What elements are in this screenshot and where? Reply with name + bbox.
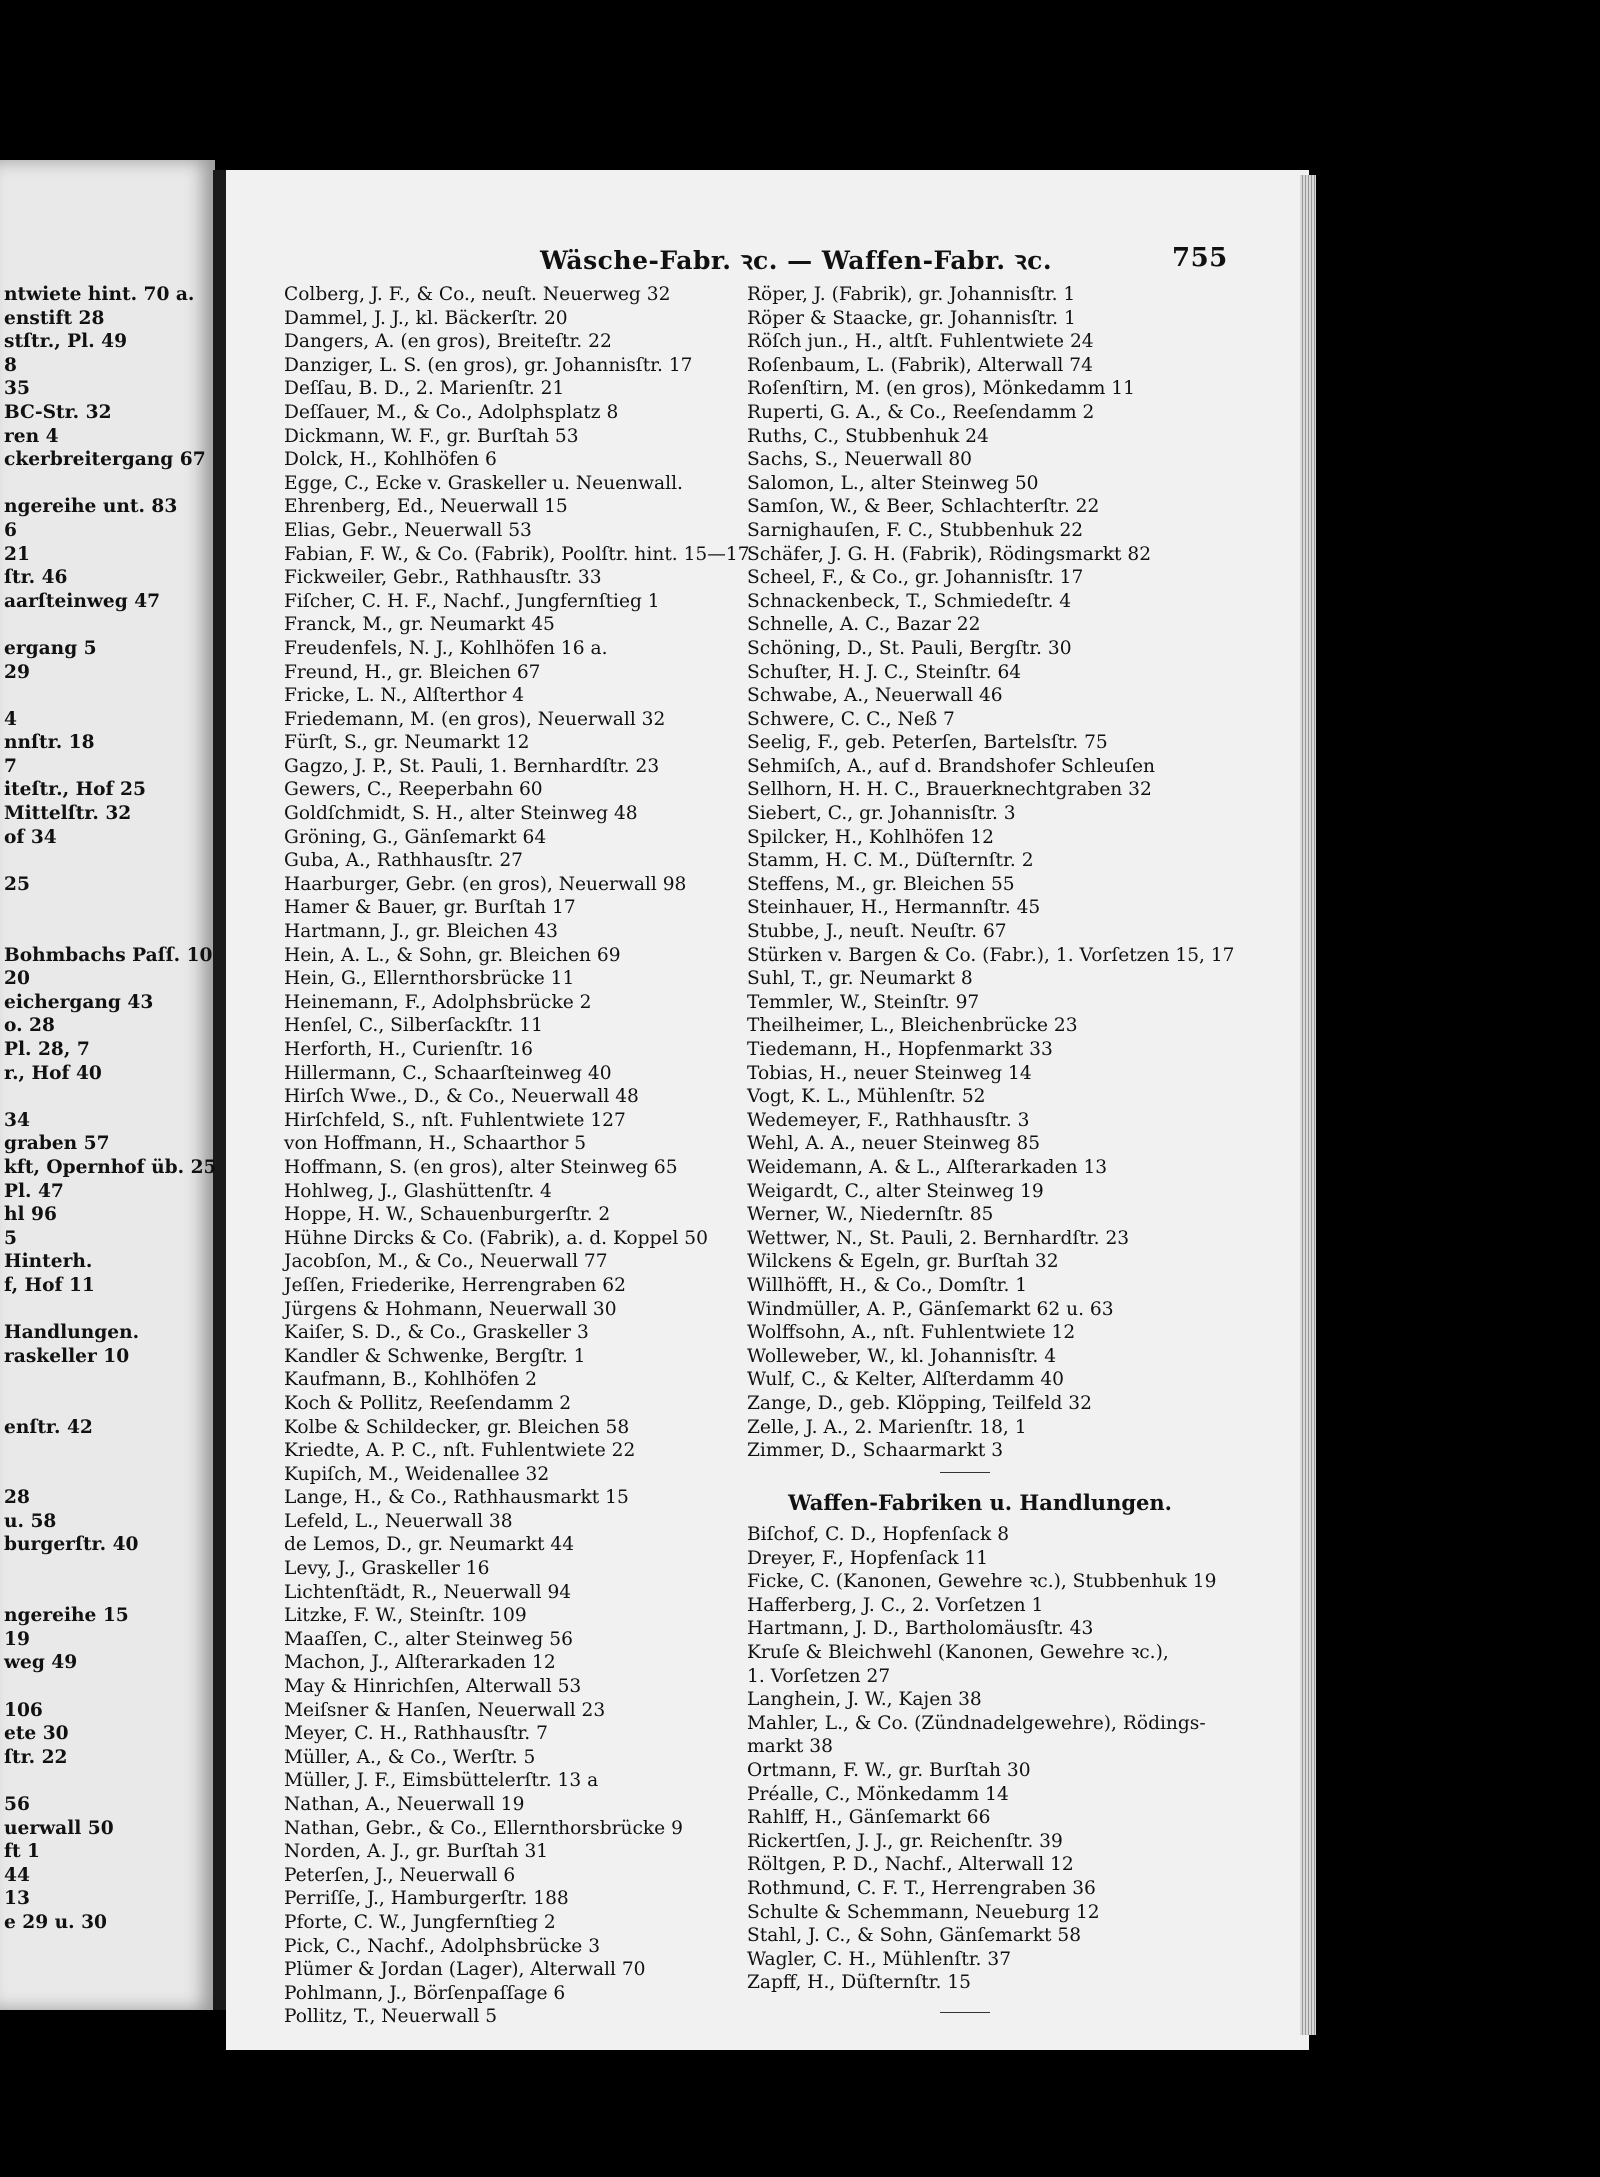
directory-entry: Colberg, J. F., & Co., neuſt. Neuerweg 32 — [284, 284, 671, 305]
directory-entry: Hartmann, J. D., Bartholomäusſtr. 43 — [747, 1618, 1094, 1640]
directory-entry: Stahl, J. C., & Sohn, Gänſemarkt 58 — [747, 1925, 1082, 1947]
left-page-line: e 29 u. 30 — [4, 1911, 107, 1933]
left-page-line: 8 — [4, 354, 17, 376]
directory-entry: Lichtenſtädt, R., Neuerwall 94 — [284, 1581, 572, 1603]
directory-entry: Roſenbaum, L. (Fabrik), Alterwall 74 — [747, 354, 1093, 376]
left-page-line: raskeller 10 — [4, 1345, 130, 1367]
directory-entry: Theilheimer, L., Bleichenbrücke 23 — [747, 1015, 1078, 1037]
directory-entry: Kupiſch, M., Weidenallee 32 — [284, 1463, 550, 1485]
directory-entry: May & Hinrichſen, Alterwall 53 — [284, 1676, 582, 1698]
directory-entry: Pforte, C. W., Jungfernſtieg 2 — [284, 1911, 556, 1933]
left-page-line: 6 — [4, 519, 17, 541]
directory-entry: Tiedemann, H., Hopfenmarkt 33 — [747, 1039, 1053, 1060]
directory-entry: Wagler, C. H., Mühlenſtr. 37 — [747, 1948, 1012, 1970]
directory-entry: Sarnighauſen, F. C., Stubbenhuk 22 — [747, 519, 1084, 541]
directory-entry: Schulte & Schemmann, Neueburg 12 — [747, 1901, 1100, 1923]
left-page-line: u. 58 — [4, 1510, 57, 1532]
directory-entry: de Lemos, D., gr. Neumarkt 44 — [284, 1534, 575, 1556]
directory-entry: Scheel, F., & Co., gr. Johannisſtr. 17 — [747, 567, 1084, 589]
directory-entry: Fickweiler, Gebr., Rathhausſtr. 33 — [284, 567, 602, 589]
directory-entry: Ruths, C., Stubbenhuk 24 — [747, 425, 989, 447]
directory-entry: Fricke, L. N., Alſterthor 4 — [284, 685, 525, 707]
directory-entry: Freudenfels, N. J., Kohlhöfen 16 a. — [284, 637, 608, 659]
left-page-line — [4, 1392, 217, 1416]
directory-entry: Roſenſtirn, M. (en gros), Mönkedamm 11 — [747, 378, 1135, 400]
directory-entry: Kaufmann, B., Kohlhöfen 2 — [284, 1369, 537, 1391]
directory-entry: markt 38 — [747, 1736, 833, 1758]
left-page-line: 106 — [4, 1699, 43, 1721]
directory-entry: Temmler, W., Steinſtr. 97 — [747, 991, 980, 1013]
left-page-line: ergang 5 — [4, 637, 97, 659]
directory-entry: Stubbe, J., neuſt. Neuſtr. 67 — [747, 921, 1007, 943]
directory-entry: Kriedte, A. P. C., nſt. Fuhlentwiete 22 — [284, 1440, 636, 1462]
left-page-line: 44 — [4, 1864, 30, 1886]
left-page-line: ngereihe unt. 83 — [4, 496, 178, 518]
directory-entry: Herforth, H., Curienſtr. 16 — [284, 1039, 533, 1060]
left-page-line: weg 49 — [4, 1652, 78, 1674]
directory-entry: Préalle, C., Mönkedamm 14 — [747, 1783, 1009, 1805]
directory-entry: Kandler & Schwenke, Bergſtr. 1 — [284, 1345, 586, 1367]
directory-entry: Dangers, A. (en gros), Breiteſtr. 22 — [284, 331, 612, 353]
directory-entry: Willhöfft, H., & Co., Domſtr. 1 — [747, 1274, 1028, 1296]
left-page-line: Pl. 28, 7 — [4, 1039, 90, 1060]
left-page-line: 35 — [4, 378, 30, 400]
directory-entry: Litzke, F. W., Steinſtr. 109 — [284, 1605, 527, 1627]
directory-entry: Dreyer, F., Hopfenſack 11 — [747, 1547, 989, 1569]
directory-entry: Rothmund, C. F. T., Herrengraben 36 — [747, 1877, 1096, 1899]
left-page-line: Hinterh. — [4, 1251, 93, 1273]
left-page-line: Pl. 47 — [4, 1180, 64, 1202]
directory-entry: Kolbe & Schildecker, gr. Bleichen 58 — [284, 1416, 630, 1438]
directory-entry: Mahler, L., & Co. (Zündnadelgewehre), Rödings- — [747, 1712, 1206, 1734]
directory-entry: Gröning, G., Gänſemarkt 64 — [284, 826, 547, 848]
directory-entry: Perriſſe, J., Hamburgerſtr. 188 — [284, 1888, 569, 1910]
directory-entry: Röltgen, P. D., Nachf., Alterwall 12 — [747, 1854, 1074, 1876]
directory-entry: Hafferberg, J. C., 2. Vorſetzen 1 — [747, 1594, 1044, 1616]
directory-entry: Pick, C., Nachf., Adolphsbrücke 3 — [284, 1935, 601, 1957]
left-page-line: aarſteinweg 47 — [4, 590, 161, 612]
left-page-line — [4, 1675, 217, 1699]
directory-entry: Zange, D., geb. Klöpping, Teilfeld 32 — [747, 1392, 1092, 1414]
directory-entry: Hoppe, H. W., Schauenburgerſtr. 2 — [284, 1204, 611, 1226]
directory-entry: Hohlweg, J., Glashüttenſtr. 4 — [284, 1180, 552, 1202]
section-heading: Waffen-Fabriken u. Handlungen. — [788, 1490, 1172, 1515]
left-page-line — [4, 1557, 217, 1581]
directory-entry: Guba, A., Rathhausſtr. 27 — [284, 850, 524, 872]
directory-entry: Fürſt, S., gr. Neumarkt 12 — [284, 732, 530, 754]
directory-entry: Wettwer, N., St. Pauli, 2. Bernhardſtr. 23 — [747, 1227, 1130, 1249]
directory-entry: Dickmann, W. F., gr. Burſtah 53 — [284, 425, 579, 447]
directory-column-2-weapons — [747, 1523, 1216, 1995]
left-page-line: ſtr. 22 — [4, 1746, 68, 1768]
directory-entry: Stamm, H. C. M., Düſternſtr. 2 — [747, 850, 1034, 872]
left-page-line: ckerbreitergang 67 — [4, 449, 206, 471]
left-page-line: 21 — [4, 543, 30, 565]
left-page-line: iteſtr., Hof 25 — [4, 779, 146, 801]
directory-entry: Norden, A. J., gr. Burſtah 31 — [284, 1841, 549, 1863]
left-page-line: 5 — [4, 1227, 17, 1249]
directory-entry: Hirſchfeld, S., nſt. Fuhlentwiete 127 — [284, 1109, 626, 1131]
directory-entry: Röſch jun., H., altſt. Fuhlentwiete 24 — [747, 331, 1094, 353]
directory-entry: 1. Vorſetzen 27 — [747, 1665, 891, 1687]
directory-entry: Ruperti, G. A., & Co., Reeſendamm 2 — [747, 401, 1095, 423]
directory-entry: Pohlmann, J., Börſenpaſſage 6 — [284, 1982, 566, 2004]
header-title: Wäsche-Fabr. ꝛc. — Waffen-Fabr. ꝛc. — [540, 246, 1053, 275]
directory-entry: Nathan, A., Neuerwall 19 — [284, 1794, 525, 1815]
directory-entry: Lefeld, L., Neuerwall 38 — [284, 1510, 513, 1532]
directory-entry: Pollitz, T., Neuerwall 5 — [284, 2006, 498, 2028]
left-page-line: enſtr. 42 — [4, 1416, 93, 1438]
directory-entry: Zimmer, D., Schaarmarkt 3 — [747, 1440, 1004, 1462]
directory-entry: Sellhorn, H. H. C., Brauerknechtgraben 32 — [747, 779, 1152, 801]
left-page-line: kft, Opernhof üb. 25 — [4, 1156, 217, 1178]
left-page-line: uerwall 50 — [4, 1817, 114, 1839]
directory-entry: Lange, H., & Co., Rathhausmarkt 15 — [284, 1487, 629, 1509]
left-page-line: Bohmbachs Paſſ. 10 — [4, 944, 213, 966]
directory-entry: Egge, C., Ecke v. Graskeller u. Neuenwall. — [284, 472, 683, 494]
directory-entry: Wedemeyer, F., Rathhausſtr. 3 — [747, 1109, 1030, 1131]
left-page-line: Mittelſtr. 32 — [4, 803, 132, 825]
left-page-line — [4, 684, 217, 708]
directory-entry: Stürken v. Bargen & Co. (Fabr.), 1. Vorſetzen 15, 17 — [747, 944, 1235, 966]
directory-entry: Ortmann, F. W., gr. Burſtah 30 — [747, 1759, 1031, 1781]
directory-entry: Nathan, Gebr., & Co., Ellernthorsbrücke 9 — [284, 1817, 683, 1839]
directory-column-1 — [284, 283, 750, 2029]
directory-entry: Maaſſen, C., alter Steinweg 56 — [284, 1628, 573, 1650]
directory-entry: Kaiſer, S. D., & Co., Graskeller 3 — [284, 1322, 589, 1344]
left-page-line: enstift 28 — [4, 307, 105, 329]
page-edges — [1300, 175, 1316, 2035]
directory-entry: Levy, J., Graskeller 16 — [284, 1558, 490, 1580]
left-page-line — [4, 1463, 217, 1487]
left-page-line — [4, 849, 217, 873]
directory-entry: Elias, Gebr., Neuerwall 53 — [284, 519, 532, 541]
left-page-line: stſtr., Pl. 49 — [4, 331, 128, 353]
directory-entry: Weidemann, A. & L., Alſterarkaden 13 — [747, 1156, 1108, 1178]
directory-entry: Ehrenberg, Ed., Neuerwall 15 — [284, 496, 568, 518]
left-page-line: nnſtr. 18 — [4, 732, 95, 754]
directory-entry: Deſſauer, M., & Co., Adolphsplatz 8 — [284, 401, 619, 423]
directory-entry: Langhein, J. W., Kajen 38 — [747, 1689, 982, 1711]
left-page-line: 20 — [4, 968, 30, 990]
directory-entry: Rickertſen, J. J., gr. Reichenſtr. 39 — [747, 1830, 1063, 1852]
directory-entry: Seelig, F., geb. Peterſen, Bartelsſtr. 75 — [747, 732, 1108, 754]
left-page-line: o. 28 — [4, 1015, 55, 1037]
left-page-line — [4, 1298, 217, 1322]
directory-entry: Werner, W., Niedernſtr. 85 — [747, 1204, 994, 1226]
left-page-line: 56 — [4, 1794, 30, 1815]
directory-entry: Schuſter, H. J. C., Steinſtr. 64 — [747, 661, 1022, 683]
directory-entry: Hoffmann, S. (en gros), alter Steinweg 65 — [284, 1156, 678, 1178]
left-page-line — [4, 472, 217, 496]
directory-entry: von Hoffmann, H., Schaarthor 5 — [284, 1133, 587, 1155]
directory-entry: Müller, J. F., Eimsbüttelerſtr. 13 a — [284, 1770, 599, 1792]
left-page-line — [4, 896, 217, 920]
directory-entry: Koch & Pollitz, Reeſendamm 2 — [284, 1392, 572, 1414]
page-number: 755 — [1172, 243, 1228, 273]
left-page-line — [4, 920, 217, 944]
left-page-line: hl 96 — [4, 1204, 57, 1226]
directory-entry: Gagzo, J. P., St. Pauli, 1. Bernhardſtr. 23 — [284, 755, 660, 777]
directory-entry: Steinhauer, H., Hermannſtr. 45 — [747, 897, 1041, 919]
directory-entry: Ficke, C. (Kanonen, Gewehre ꝛc.), Stubbenhuk 19 — [747, 1571, 1217, 1593]
left-page-line: Handlungen. — [4, 1322, 140, 1344]
left-page-line: ſtr. 46 — [4, 567, 68, 589]
directory-entry: Röper & Staacke, gr. Johannisſtr. 1 — [747, 307, 1076, 329]
directory-entry: Hein, G., Ellernthorsbrücke 11 — [284, 968, 575, 990]
left-page-line: 7 — [4, 755, 17, 777]
directory-entry: Salomon, L., alter Steinweg 50 — [747, 472, 1039, 494]
left-page-line — [4, 613, 217, 637]
left-page-line: 25 — [4, 873, 30, 895]
directory-entry: Deſſau, B. D., 2. Marienſtr. 21 — [284, 378, 565, 400]
left-page-line: 4 — [4, 708, 17, 730]
left-page-line: r., Hof 40 — [4, 1062, 102, 1084]
left-page-line: graben 57 — [4, 1133, 110, 1155]
directory-entry: Sehmiſch, A., auf d. Brandshofer Schleuſen — [747, 755, 1155, 777]
left-page-line: 13 — [4, 1888, 30, 1910]
left-page-line: 29 — [4, 661, 30, 683]
left-page-line: ren 4 — [4, 425, 59, 447]
directory-entry: Dammel, J. J., kl. Bäckerſtr. 20 — [284, 307, 568, 329]
directory-entry: Dolck, H., Kohlhöfen 6 — [284, 449, 497, 471]
directory-entry: Wehl, A. A., neuer Steinweg 85 — [747, 1133, 1041, 1155]
directory-entry: Schäfer, J. G. H. (Fabrik), Rödingsmarkt 82 — [747, 543, 1152, 565]
directory-entry: Schwere, C. C., Neß 7 — [747, 708, 955, 730]
directory-entry: Hamer & Bauer, gr. Burſtah 17 — [284, 897, 576, 919]
directory-entry: Wulf, C., & Kelter, Alſterdamm 40 — [747, 1369, 1065, 1391]
directory-entry: Henſel, C., Silberſackſtr. 11 — [284, 1015, 543, 1037]
left-page-line — [4, 1368, 217, 1392]
left-page-line: f, Hof 11 — [4, 1274, 95, 1296]
directory-entry: Spilcker, H., Kohlhöfen 12 — [747, 826, 994, 848]
left-page-line — [4, 1769, 217, 1793]
directory-entry: Hein, A. L., & Sohn, gr. Bleichen 69 — [284, 944, 621, 966]
directory-entry: Vogt, K. L., Mühlenſtr. 52 — [747, 1086, 986, 1108]
directory-entry: Machon, J., Alſterarkaden 12 — [284, 1652, 556, 1674]
section-end-divider — [940, 2012, 990, 2013]
directory-entry: Zelle, J. A., 2. Marienſtr. 18, 1 — [747, 1416, 1027, 1438]
left-page-line: ntwiete hint. 70 a. — [4, 284, 195, 305]
directory-entry: Schwabe, A., Neuerwall 46 — [747, 685, 1003, 707]
section-divider — [940, 1472, 990, 1473]
directory-entry: Hühne Dircks & Co. (Fabrik), a. d. Koppel 50 — [284, 1227, 708, 1249]
directory-entry: Schnelle, A. C., Bazar 22 — [747, 614, 981, 636]
directory-entry: Steffens, M., gr. Bleichen 55 — [747, 873, 1015, 895]
directory-entry: Gewers, C., Reeperbahn 60 — [284, 779, 543, 801]
directory-entry: Samſon, W., & Beer, Schlachterſtr. 22 — [747, 496, 1100, 518]
directory-entry: Rahlff, H., Gänſemarkt 66 — [747, 1807, 991, 1829]
directory-entry: Fiſcher, C. H. F., Nachf., Jungfernſtieg 1 — [284, 590, 660, 612]
directory-column-2 — [747, 283, 1235, 1463]
directory-entry: Fabian, F. W., & Co. (Fabrik), Poolſtr. hint. 15—17 — [284, 543, 750, 565]
directory-entry: Plümer & Jordan (Lager), Alterwall 70 — [284, 1959, 646, 1981]
left-page-line: of 34 — [4, 826, 57, 848]
directory-entry: Haarburger, Gebr. (en gros), Neuerwall 98 — [284, 873, 687, 895]
directory-entry: Siebert, C., gr. Johannisſtr. 3 — [747, 803, 1016, 825]
directory-entry: Müller, A., & Co., Werſtr. 5 — [284, 1746, 536, 1768]
directory-entry: Freund, H., gr. Bleichen 67 — [284, 661, 541, 683]
running-header — [540, 243, 1560, 279]
left-page-line: BC-Str. 32 — [4, 401, 112, 423]
directory-entry: Sachs, S., Neuerwall 80 — [747, 449, 972, 471]
directory-entry: Goldſchmidt, S. H., alter Steinweg 48 — [284, 803, 638, 825]
left-page-line — [4, 1085, 217, 1109]
left-page-line: burgerſtr. 40 — [4, 1534, 139, 1556]
directory-entry: Suhl, T., gr. Neumarkt 8 — [747, 968, 973, 990]
directory-entry: Kruſe & Bleichwehl (Kanonen, Gewehre ꝛc.), — [747, 1641, 1169, 1663]
left-page-line: eichergang 43 — [4, 991, 154, 1013]
directory-entry: Tobias, H., neuer Steinweg 14 — [747, 1062, 1032, 1084]
directory-entry: Zapff, H., Düſternſtr. 15 — [747, 1972, 972, 1994]
left-page-line — [4, 1439, 217, 1463]
directory-entry: Wilckens & Egeln, gr. Burſtah 32 — [747, 1251, 1059, 1273]
left-page-line: ete 30 — [4, 1723, 69, 1745]
directory-entry: Hartmann, J., gr. Bleichen 43 — [284, 921, 558, 943]
left-page-line: ft 1 — [4, 1841, 40, 1863]
directory-entry: Peterſen, J., Neuerwall 6 — [284, 1864, 516, 1886]
directory-entry: Jeſſen, Friederike, Herrengraben 62 — [284, 1274, 626, 1296]
directory-entry: Weigardt, C., alter Steinweg 19 — [747, 1180, 1044, 1202]
directory-entry: Hillermann, C., Schaarſteinweg 40 — [284, 1062, 612, 1084]
directory-entry: Röper, J. (Fabrik), gr. Johannisſtr. 1 — [747, 284, 1076, 305]
directory-entry: Jürgens & Hohmann, Neuerwall 30 — [284, 1298, 617, 1320]
directory-entry: Wolffsohn, A., nſt. Fuhlentwiete 12 — [747, 1322, 1076, 1344]
directory-entry: Meyer, C. H., Rathhausſtr. 7 — [284, 1723, 548, 1745]
left-page-line: 28 — [4, 1487, 30, 1509]
directory-entry: Biſchof, C. D., Hopfenſack 8 — [747, 1524, 1010, 1545]
left-page-line — [4, 1581, 217, 1605]
directory-entry: Friedemann, M. (en gros), Neuerwall 32 — [284, 708, 666, 730]
directory-entry: Hirſch Wwe., D., & Co., Neuerwall 48 — [284, 1086, 639, 1108]
directory-entry: Meiſsner & Hanſen, Neuerwall 23 — [284, 1699, 606, 1721]
directory-entry: Danziger, L. S. (en gros), gr. Johannisſtr. 17 — [284, 354, 693, 376]
left-page-line: ngereihe 15 — [4, 1605, 129, 1627]
left-page-column — [4, 283, 217, 1935]
directory-entry: Schnackenbeck, T., Schmiedeſtr. 4 — [747, 590, 1072, 612]
left-page-line: 19 — [4, 1628, 30, 1650]
directory-entry: Wolleweber, W., kl. Johannisſtr. 4 — [747, 1345, 1057, 1367]
directory-entry: Franck, M., gr. Neumarkt 45 — [284, 614, 555, 636]
left-page-line: 34 — [4, 1109, 30, 1131]
directory-entry: Heinemann, F., Adolphsbrücke 2 — [284, 991, 592, 1013]
directory-entry: Jacobſon, M., & Co., Neuerwall 77 — [284, 1251, 608, 1273]
directory-entry: Windmüller, A. P., Gänſemarkt 62 u. 63 — [747, 1298, 1114, 1320]
directory-entry: Schöning, D., St. Pauli, Bergſtr. 30 — [747, 637, 1072, 659]
